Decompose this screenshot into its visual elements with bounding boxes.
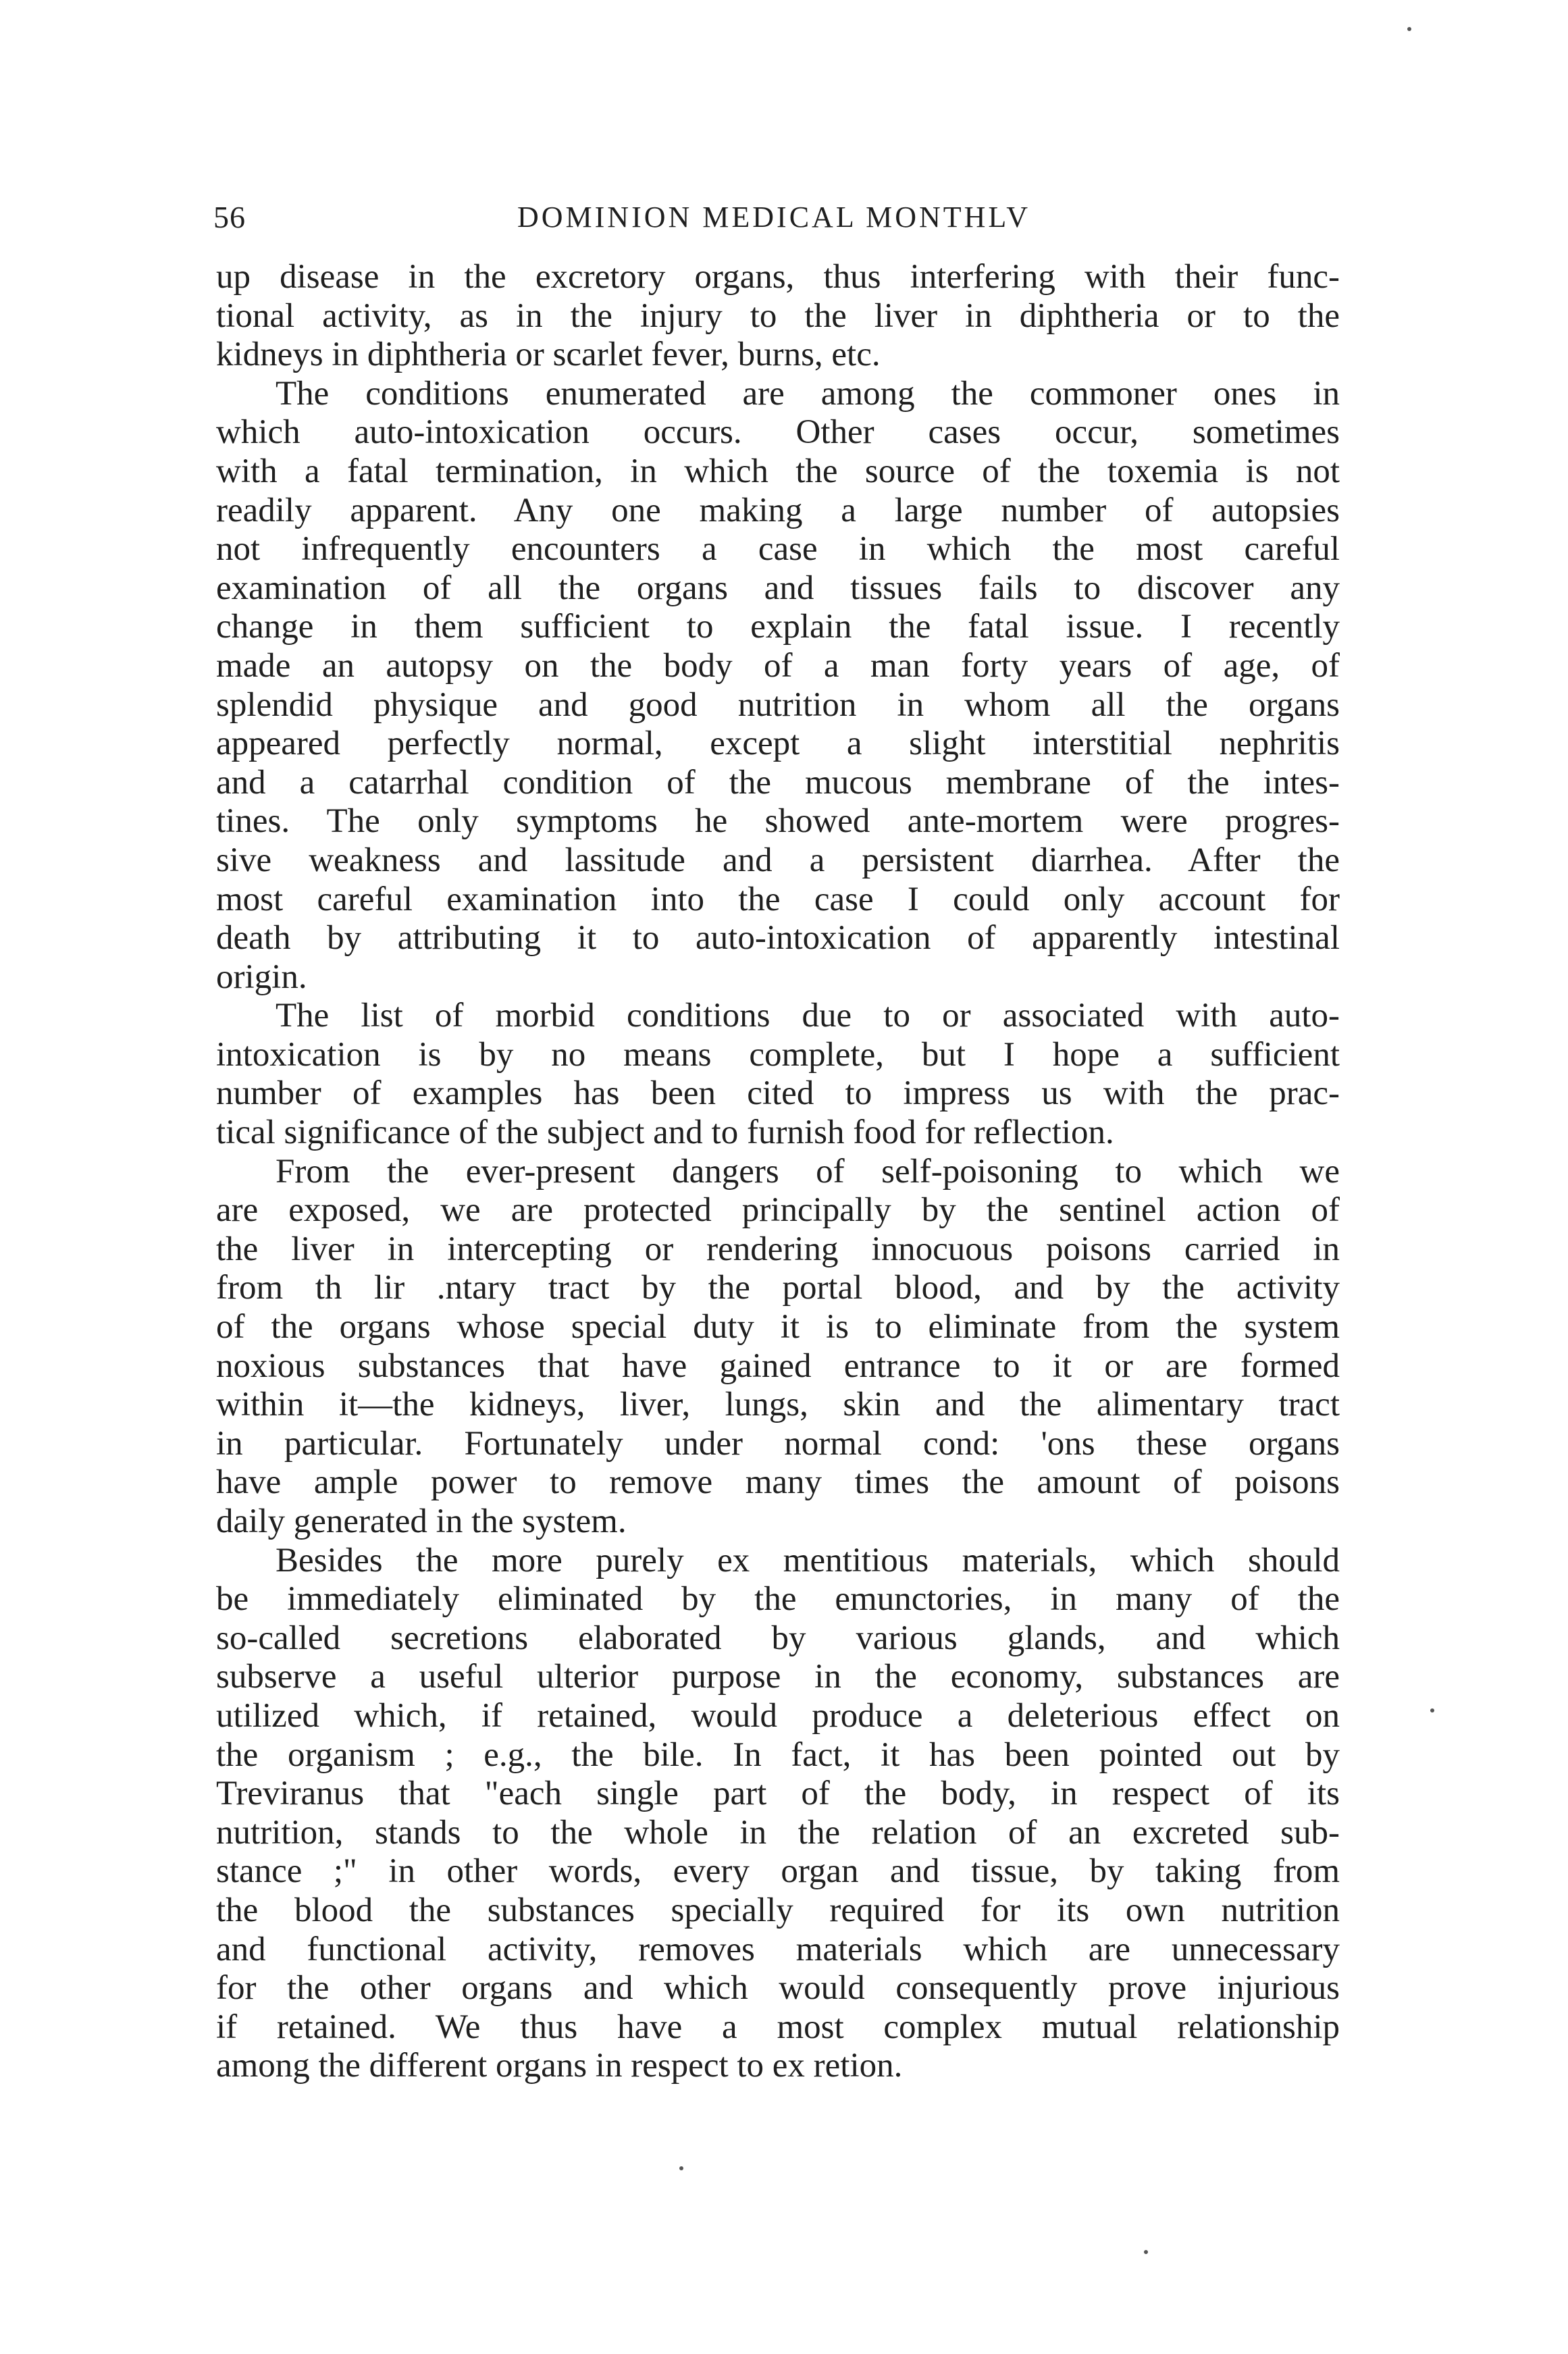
text-line: for the other organs and which would consequently prove injurious	[216, 1969, 1340, 2008]
scan-speck	[1430, 1708, 1434, 1712]
text-line: which auto-intoxication occurs. Other cases occur, sometimes	[216, 413, 1340, 452]
text-line: not infrequently encounters a case in which the most careful	[216, 530, 1340, 569]
scan-speck	[1407, 27, 1411, 31]
text-line: within it—the kidneys, liver, lungs, skin and the alimentary tract	[216, 1386, 1340, 1424]
text-line: of the organs whose special duty it is to eliminate from the system	[216, 1308, 1340, 1346]
text-line: and a catarrhal condition of the mucous membrane of the intes-	[216, 763, 1340, 802]
text-line: the organism ; e.g., the bile. In fact, it has been pointed out by	[216, 1735, 1340, 1774]
text-line: tical significance of the subject and to furnish food for reflection.	[216, 1114, 1114, 1152]
text-line: The list of morbid conditions due to or associated with auto-	[276, 997, 1340, 1035]
text-line: readily apparent. Any one making a large number of autopsies	[216, 491, 1340, 529]
page-number: 56	[213, 200, 246, 234]
text-line: change in them sufficient to explain the fatal issue. I recently	[216, 608, 1340, 646]
text-line: have ample power to remove many times the amount of poisons	[216, 1463, 1340, 1502]
scan-speck	[679, 2166, 683, 2170]
running-head: DOMINION MEDICAL MONTHLV	[517, 201, 1031, 234]
text-line: kidneys in diphtheria or scarlet fever, burns, etc.	[216, 336, 881, 374]
text-line: the liver in intercepting or rendering innocuous poisons carried in	[216, 1230, 1340, 1268]
text-line: and functional activity, removes materials which are unnecessary	[216, 1930, 1340, 1968]
text-line: number of examples has been cited to impress us with the prac-	[216, 1074, 1340, 1113]
text-line: among the different organs in respect to ex retion.	[216, 2047, 903, 2085]
text-line: Besides the more purely ex mentitious materials, which should	[276, 1541, 1340, 1579]
text-line: examination of all the organs and tissues fails to discover any	[216, 569, 1340, 607]
text-line: death by attributing it to auto-intoxication of apparently intestinal	[216, 919, 1340, 958]
text-line: if retained. We thus have a most complex mutual relationship	[216, 2008, 1340, 2046]
text-line: made an autopsy on the body of a man forty years of age, of	[216, 646, 1340, 685]
text-line: nutrition, stands to the whole in the relation of an excreted sub-	[216, 1813, 1340, 1852]
text-line: subserve a useful ulterior purpose in the economy, substances are	[216, 1658, 1340, 1696]
text-line: so-called secretions elaborated by various glands, and which	[216, 1619, 1340, 1657]
text-line: the blood the substances specially required for its own nutrition	[216, 1891, 1340, 1929]
text-line: From the ever-present dangers of self-poisoning to which we	[276, 1152, 1340, 1191]
text-line: in particular. Fortunately under normal cond: 'ons these organs	[216, 1424, 1340, 1463]
text-line: The conditions enumerated are among the commoner ones in	[276, 374, 1340, 413]
page-header	[213, 190, 1334, 244]
scan-speck	[1144, 2250, 1148, 2254]
text-line: stance ;" in other words, every organ and tissue, by taking from	[216, 1852, 1340, 1891]
body-text	[216, 258, 1340, 2086]
text-line: sive weakness and lassitude and a persistent diarrhea. After the	[216, 841, 1340, 879]
text-line: tional activity, as in the injury to the liver in diphtheria or to the	[216, 296, 1340, 335]
text-line: be immediately eliminated by the emunctories, in many of the	[216, 1580, 1340, 1619]
text-line: from th lir .ntary tract by the portal blood, and by the activity	[216, 1269, 1340, 1307]
text-line: origin.	[216, 958, 307, 996]
text-line: with a fatal termination, in which the source of the toxemia is not	[216, 452, 1340, 490]
text-line: splendid physique and good nutrition in whom all the organs	[216, 685, 1340, 724]
text-line: are exposed, we are protected principally by the sentinel action of	[216, 1191, 1340, 1230]
text-line: appeared perfectly normal, except a slight interstitial nephritis	[216, 725, 1340, 763]
text-line: intoxication is by no means complete, but I hope a sufficient	[216, 1035, 1340, 1074]
text-line: noxious substances that have gained entrance to it or are formed	[216, 1346, 1340, 1385]
text-line: most careful examination into the case I could only account for	[216, 880, 1340, 918]
text-line: up disease in the excretory organs, thus interfering with their func-	[216, 258, 1340, 296]
text-line: Treviranus that "each single part of the body, in respect of its	[216, 1775, 1340, 1813]
text-line: daily generated in the system.	[216, 1502, 627, 1540]
text-line: tines. The only symptoms he showed ante-mortem were progres-	[216, 802, 1340, 841]
text-line: utilized which, if retained, would produce a deleterious effect on	[216, 1696, 1340, 1735]
